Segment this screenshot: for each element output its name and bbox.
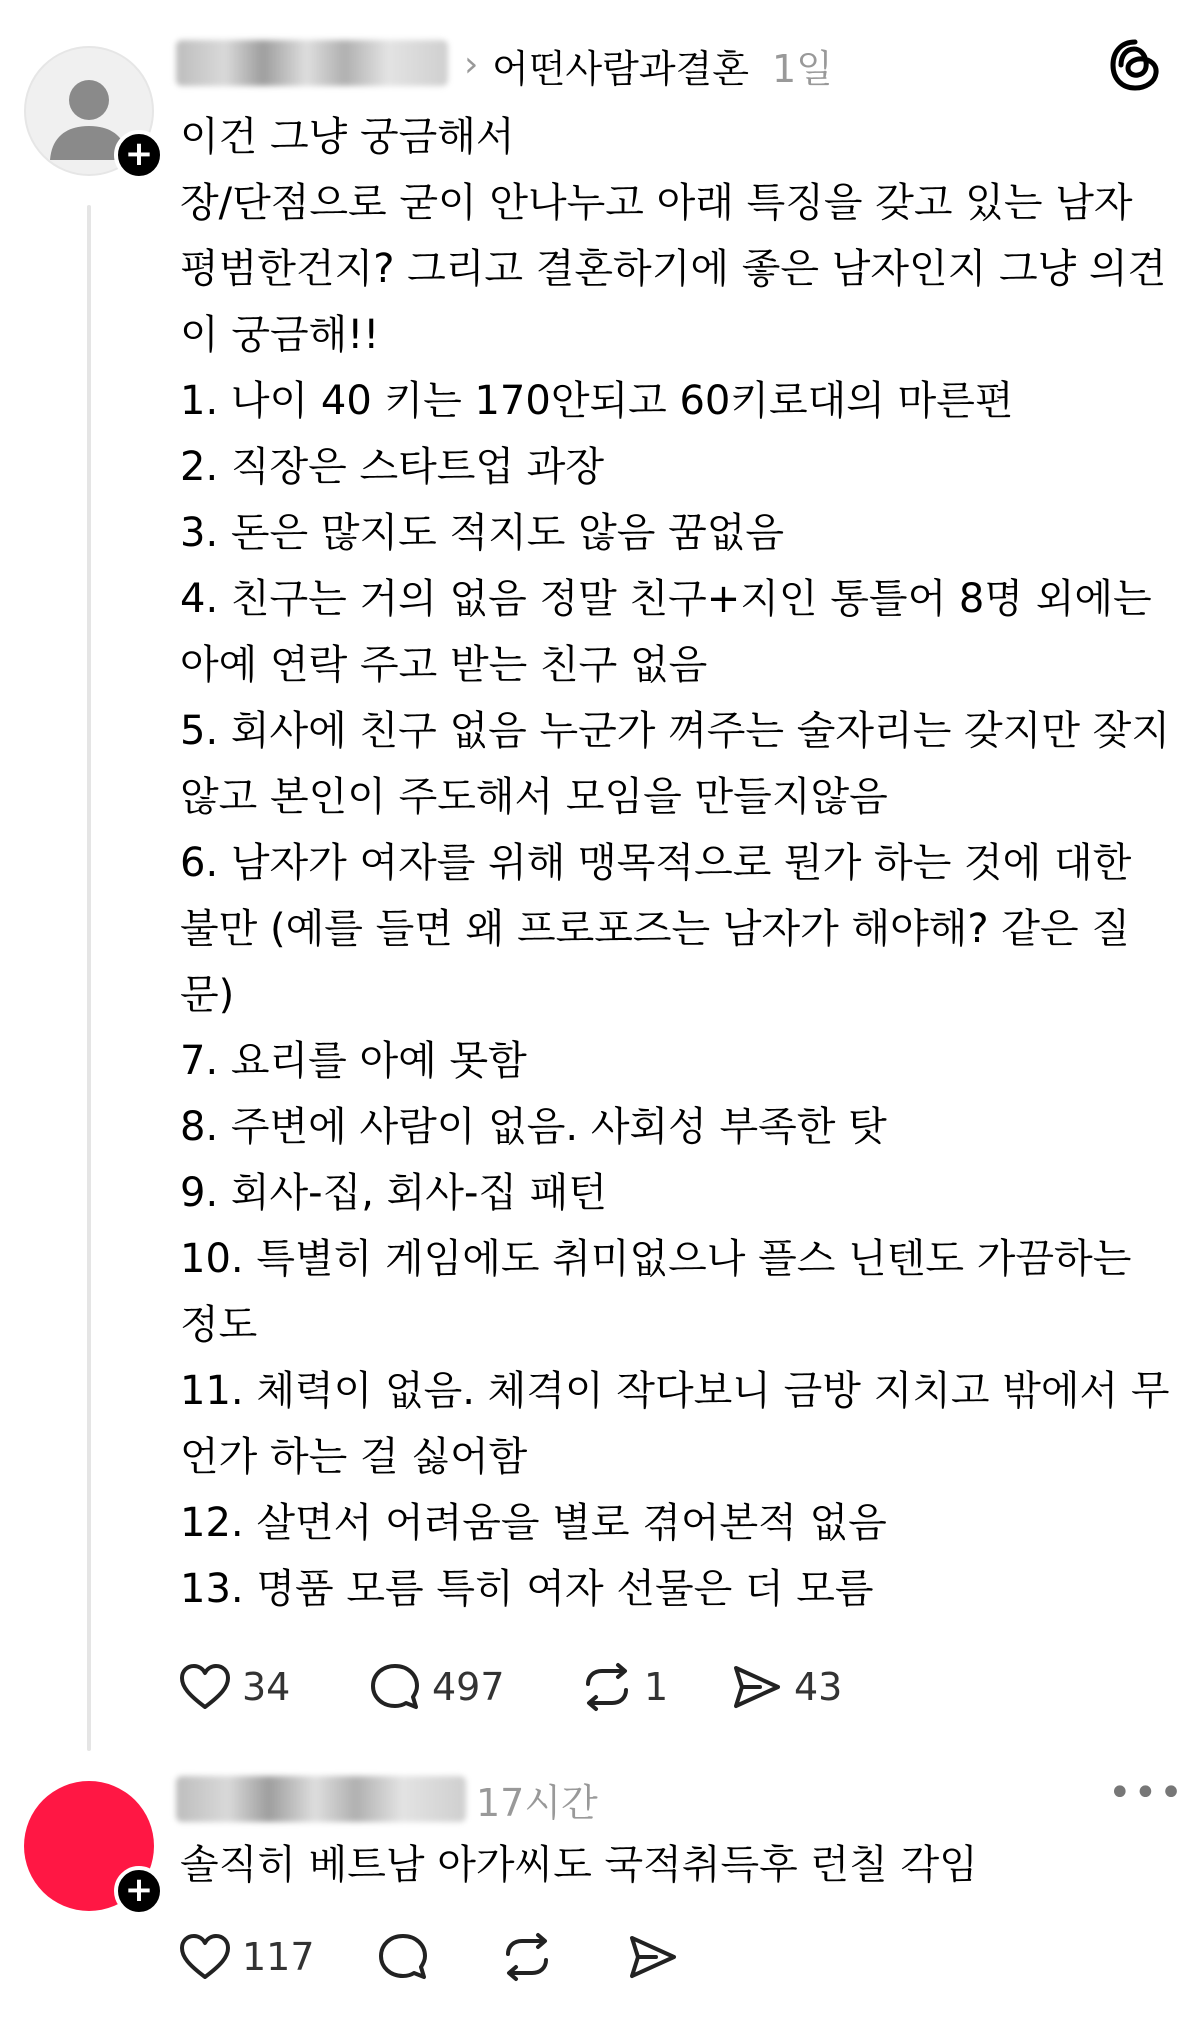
threads-logo-icon[interactable] <box>1108 38 1162 92</box>
post-line: 11. 체력이 없음. 체격이 작다보니 금방 지치고 밖에서 무언가 하는 걸 싫어함 <box>180 1368 1170 1480</box>
like-button[interactable] <box>178 1662 290 1712</box>
reply-comment-button[interactable] <box>376 1932 430 1982</box>
reply-time: 17시간 <box>476 1781 598 1825</box>
post-line: 6. 남자가 여자를 위해 맹목적으로 뭔가 하는 것에 대한 불만 (예를 들면 왜 프로포즈는 남자가 해야해? 같은 질문) <box>180 840 1132 1018</box>
post-line: 12. 살면서 어려움을 별로 겪어본적 없음 <box>180 1500 887 1546</box>
post-line: 장/단점으로 굳이 안나누고 아래 특징을 갖고 있는 남자 평범한건지? 그리고 결혼하기에 좋은 남자인지 그냥 의견이 궁금해!! <box>180 180 1167 358</box>
author-name-blurred[interactable] <box>176 40 448 86</box>
like-count: 34 <box>242 1665 291 1709</box>
post-line: 13. 명품 모름 특히 여자 선물은 더 모름 <box>180 1566 874 1612</box>
post-line: 5. 회사에 친구 없음 누군가 껴주는 술자리는 갖지만 잦지 않고 본인이 주도해서 모임을 만들지않음 <box>180 708 1170 820</box>
post-line: 10. 특별히 게임에도 취미없으나 플스 닌텐도 가끔하는 정도 <box>180 1236 1132 1348</box>
topic-tag[interactable]: 어떤사람과결혼 <box>492 47 749 91</box>
reply-like-count: 117 <box>242 1935 315 1979</box>
heart-icon <box>178 1932 232 1982</box>
reply-share-button[interactable] <box>626 1932 680 1982</box>
post-time: 1일 <box>772 47 833 91</box>
post-line: 8. 주변에 사람이 없음. 사회성 부족한 탓 <box>180 1104 887 1150</box>
thread-connector-line <box>87 205 91 1751</box>
comment-button[interactable] <box>368 1662 505 1712</box>
chevron-right-icon: › <box>464 44 479 85</box>
share-button[interactable] <box>730 1662 842 1712</box>
send-icon <box>730 1662 784 1712</box>
post-line: 9. 회사-집, 회사-집 패턴 <box>180 1170 608 1216</box>
send-icon <box>626 1932 680 1982</box>
post-line: 3. 돈은 많지도 적지도 않음 꿈없음 <box>180 510 785 556</box>
post-line: 이건 그냥 궁금해서 <box>180 114 515 160</box>
reply-like-button[interactable] <box>178 1932 315 1982</box>
follow-plus-icon[interactable]: + <box>114 130 164 180</box>
post-line: 7. 요리를 아예 못함 <box>180 1038 527 1084</box>
repost-icon <box>580 1662 634 1712</box>
comment-count: 497 <box>432 1665 505 1709</box>
share-count: 43 <box>794 1665 843 1709</box>
reply-repost-button[interactable] <box>500 1932 554 1982</box>
post-line: 1. 나이 40 키는 170안되고 60키로대의 마른편 <box>180 378 1014 424</box>
repost-button[interactable] <box>580 1662 668 1712</box>
post-body <box>180 104 1170 1622</box>
heart-icon <box>178 1662 232 1712</box>
post-line: 4. 친구는 거의 없음 정말 친구+지인 통틀어 8명 외에는 아예 연락 주고 받는 친구 없음 <box>180 576 1152 688</box>
repost-count: 1 <box>644 1665 669 1709</box>
comment-bubble-icon <box>368 1662 422 1712</box>
repost-icon <box>500 1932 554 1982</box>
comment-bubble-icon <box>376 1932 430 1982</box>
post-line: 2. 직장은 스타트업 과장 <box>180 444 605 490</box>
follow-plus-icon[interactable]: + <box>114 1866 164 1916</box>
more-icon[interactable]: ••• <box>1108 1770 1185 1816</box>
reply-author-name-blurred[interactable] <box>176 1776 466 1822</box>
reply-text: 솔직히 베트남 아가씨도 국적취득후 런칠 각임 <box>180 1842 978 1888</box>
